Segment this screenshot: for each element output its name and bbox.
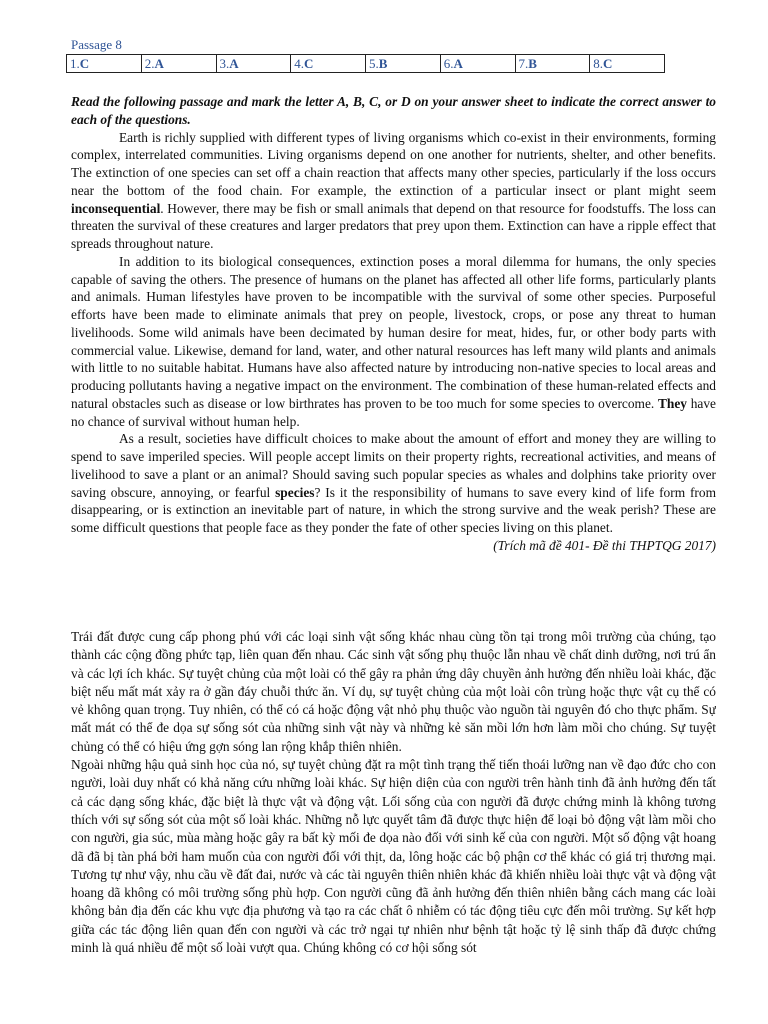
answer-cell: 2.A bbox=[141, 55, 216, 73]
english-paragraph-2: In addition to its biological consequences, extinction poses a moral dilemma for humans, the only species capable of saving the others. The presence of humans on the planet has affected all other life forms, particularly plants and animals. Human lifestyles have proven to be incompatible with the survival of some other species. Purposeful efforts have been made to eliminate animals that prey on people, livestock, crops, or pose any threat to human livelihoods. Some wild animals have been decimated by human desire for meat, hides, fur, or other body parts with commercial value. Likewise, demand for land, water, and other natural resources has left many wild plants and animals with little to no suitable habitat. Humans have also affected nature by introducing non-native species to local areas and producing pollutants having a negative impact on the environment. The combination of these human-related effects and natural obstacles such as disease or low birthrates has proven to be too much for some species to overcome. They have no chance of survival without human help. bbox=[71, 253, 716, 429]
english-paragraph-3: As a result, societies have difficult choices to make about the amount of effort and money they are willing to spend to save imperiled species. Will people accept limits on their property rights, recreational activities, and means of livelihood to save a plant or an animal? Should saving such popular species as whales and dolphins take priority over saving obscure, annoying, or fearful species? Is it the responsibility of humans to save every kind of life form from disappearing, or is extinction an inevitable part of nature, in which the strong survive and the weak perish? These are some difficult questions that people face as they ponder the fate of other species living on this planet. bbox=[71, 431, 716, 535]
answer-cell: 3.A bbox=[216, 55, 291, 73]
answer-cell: 4.C bbox=[291, 55, 366, 73]
answer-cell: 8.C bbox=[590, 55, 665, 73]
answer-cell: 1.C bbox=[67, 55, 142, 73]
passage-title: Passage 8 bbox=[71, 37, 122, 52]
highlighted-word: They bbox=[657, 395, 687, 411]
english-paragraph-1: Earth is richly supplied with different types of living organisms which co-exist in their environments, forming complex, interrelated communities. Living organisms depend on one another for nutrients, shelter, and other benefits. The extinction of one species can set off a chain reaction that affects many other species, particularly if the loss occurs near the bottom of the food chain. For example, the extinction of a particular insect or plant might seem inconsequential. However, there may be fish or small animals that depend on that resource for foodstuffs. The loss can threaten the survival of these creatures and larger predators that prey upon them. Extinction can have a ripple effect that spreads throughout nature. bbox=[71, 129, 716, 251]
vietnamese-paragraph-2: Ngoài những hậu quả sinh học của nó, sự tuyệt chủng đặt ra một tình trạng thế tiến thoái lưỡng nan về đạo đức cho con người, loài duy nhất có khả năng cứu những loài khác. Sự hiện diện của con người trên hành tinh đã ảnh hưởng đến tất cả các dạng sống khác, đặc biệt là thực vật và động vật. Lối sống của con người đã được chứng minh là không tương thích với sự sống sót của một số loài khác. Những nỗ lực quyết tâm đã được thực hiện để loại bỏ động vật làm mồi cho con người, gia súc, mùa màng hoặc gây ra bất kỳ mối đe dọa nào đối với sinh kế của con người. Một số động vật hoang dã đã bị tàn phá bởi ham muốn của con người đối với thịt, da, lông hoặc các bộ phận cơ thể khác có giá trị thương mại. Tương tự như vậy, nhu cầu về đất đai, nước và các tài nguyên thiên nhiên khác đã khiến nhiều loài thực vật và động vật hoang dã không có môi trường sống phù hợp. Con người cũng đã ảnh hưởng đến thiên nhiên bằng cách mang các loài không bản địa đến các khu vực địa phương và tạo ra các chất ô nhiễm có tác động tiêu cực đến môi trường. Sự kết hợp giữa các tác động liên quan đến con người và các trở ngại tự nhiên như bệnh tật hoặc tỷ lệ sinh thấp đã được chứng minh là quá nhiều để một số loài vượt qua. Chúng không có cơ hội sống sót bbox=[71, 757, 716, 956]
highlighted-word: species bbox=[275, 484, 315, 500]
answer-cell: 7.B bbox=[515, 55, 590, 73]
highlighted-word: inconsequential bbox=[71, 200, 161, 216]
answer-cell: 6.A bbox=[440, 55, 515, 73]
source-citation: (Trích mã đề 401- Đề thi THPTQG 2017) bbox=[493, 537, 716, 553]
answer-key-table bbox=[66, 54, 665, 73]
answer-key-row bbox=[67, 55, 665, 73]
answer-cell: 5.B bbox=[366, 55, 441, 73]
vietnamese-translation bbox=[71, 628, 716, 1020]
instruction-text: Read the following passage and mark the letter A, B, C, or D on your answer sheet to indicate the correct answer to each of the questions. bbox=[71, 94, 716, 127]
vietnamese-paragraph-1: Trái đất được cung cấp phong phú với các loại sinh vật sống khác nhau cùng tồn tại trong môi trường của chúng, tạo thành các cộng đồng phức tạp, liên quan đến nhau. Các sinh vật sống phụ thuộc lẫn nhau về chất dinh dưỡng, nơi trú ẩn và các lợi ích khác. Sự tuyệt chủng của một loài có thể gây ra phản ứng dây chuyền ảnh hưởng đến nhiều loài khác, đặc biệt nếu mất mát xảy ra ở gần đáy chuỗi thức ăn. Ví dụ, sự tuyệt chủng của một loài côn trùng hoặc thực vật cụ thể có vẻ không quan trọng. Tuy nhiên, có thể có cá hoặc động vật nhỏ phụ thuộc vào nguồn tài nguyên đó cho thực phẩm. Sự mất mát có thể đe dọa sự sống sót của những sinh vật này và những kẻ săn mồi lớn hơn làm mồi cho chúng. Sự tuyệt chủng có thể có hiệu ứng gợn sóng lan rộng khắp thiên nhiên. bbox=[71, 629, 716, 754]
english-passage bbox=[71, 93, 716, 555]
